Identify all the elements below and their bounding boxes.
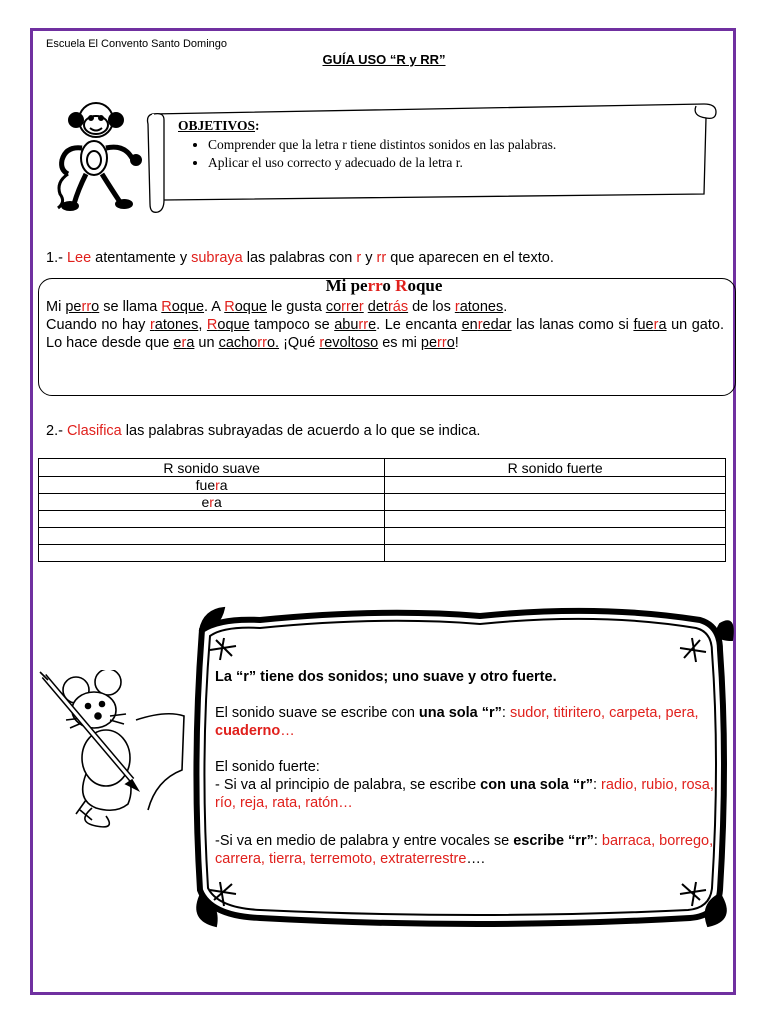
mouse-with-pencil-illustration bbox=[36, 670, 186, 835]
objectives-heading: OBJETIVOS bbox=[178, 118, 256, 133]
column-header: R sonido suave bbox=[39, 459, 385, 477]
page-title: GUÍA USO “R y RR” bbox=[322, 52, 446, 67]
rule-rr: -Si va en medio de palabra y entre vocales se escribe “rr”: barraca, borrego, carrera, tierra, terremoto, extraterrestre…. bbox=[215, 833, 714, 867]
table-row bbox=[39, 511, 726, 528]
question-1: 1.- Lee atentamente y subraya las palabras con r y rr que aparecen en el texto. bbox=[46, 250, 554, 266]
table-cell[interactable] bbox=[39, 545, 385, 562]
objective-item: • Comprender que la letra r tiene distintos sonidos en las palabras. bbox=[208, 137, 698, 153]
rule-heading: La “r” tiene dos sonidos; uno suave y otro fuerte. bbox=[215, 669, 557, 685]
column-header: R sonido fuerte bbox=[385, 459, 726, 477]
table-row bbox=[39, 528, 726, 545]
story-text: Mi perro se llama Roque. A Roque le gusta correr detrás de los ratones. Cuando no hay ratones, Roque tampoco se aburre. Le encanta enredar las lanas como si fuera un gato. Lo hace desde que era un cachorro. ¡Qué revoltoso es mi perro! bbox=[46, 299, 724, 351]
table-cell[interactable] bbox=[385, 545, 726, 562]
table-cell[interactable] bbox=[385, 511, 726, 528]
monkey-illustration bbox=[48, 98, 144, 214]
objectives-box: OBJETIVOS: • Comprender que la letra r tiene distintos sonidos en las palabras. • Aplicar el uso correcto y adecuado de la letra r. bbox=[178, 118, 698, 173]
table-cell[interactable] bbox=[385, 528, 726, 545]
table-row bbox=[39, 545, 726, 562]
question-2: 2.- Clasifica las palabras subrayadas de acuerdo a lo que se indica. bbox=[46, 423, 481, 439]
table-row: fuera bbox=[39, 477, 726, 494]
table-row: era bbox=[39, 494, 726, 511]
table-cell[interactable] bbox=[385, 477, 726, 494]
table-cell[interactable] bbox=[385, 494, 726, 511]
table-cell[interactable] bbox=[39, 528, 385, 545]
rule-fuerte: El sonido fuerte: - Si va al principio de palabra, se escribe con una sola “r”: radio, rubio, rosa, río, reja, rata, ratón… bbox=[215, 759, 714, 811]
table-cell[interactable] bbox=[39, 511, 385, 528]
rule-explanation bbox=[215, 668, 725, 886]
classification-table bbox=[38, 458, 726, 562]
objective-item: • Aplicar el uso correcto y adecuado de la letra r. bbox=[208, 155, 698, 171]
school-name: Escuela El Convento Santo Domingo bbox=[46, 38, 227, 50]
rule-suave: El sonido suave se escribe con una sola “r”: sudor, titiritero, carpeta, pera, cuaderno… bbox=[215, 705, 699, 739]
story-title: Mi perro Roque bbox=[325, 276, 443, 295]
